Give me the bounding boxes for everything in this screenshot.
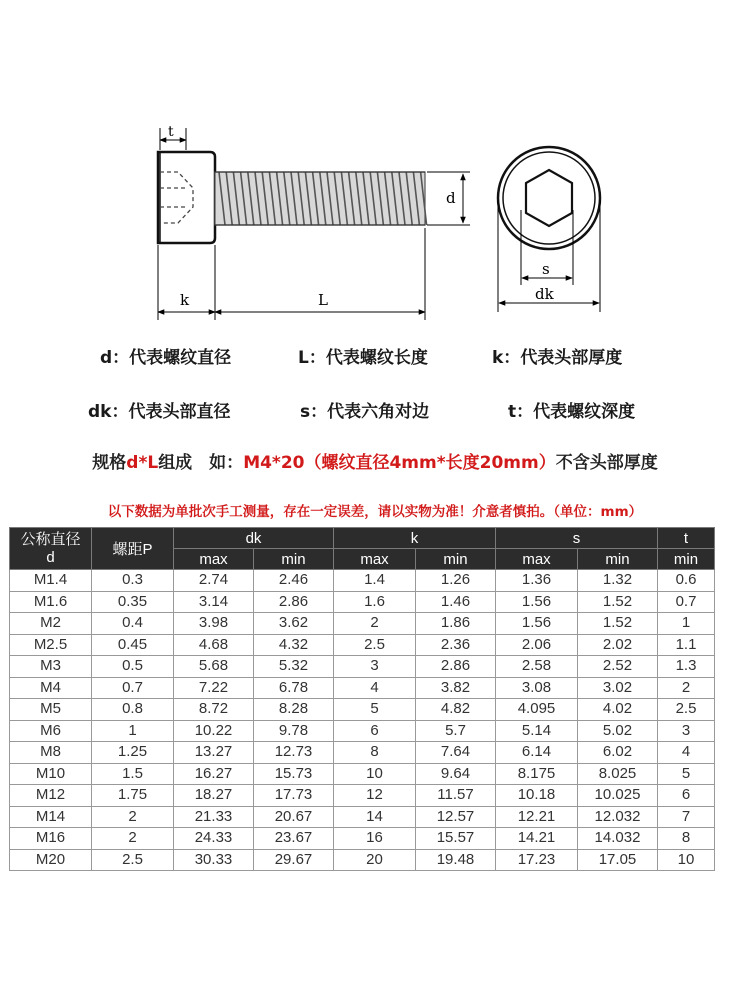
table-cell: 9.64 [416,763,496,785]
header-nominal-diameter [10,528,92,570]
table-cell: 1.56 [496,613,578,635]
table-cell: 8.72 [174,699,254,721]
table-cell: 20 [334,849,416,871]
spec-formula: d*L [126,453,159,473]
table-cell: 2 [92,806,174,828]
table-cell: 1.4 [334,570,416,592]
table-cell: 10.025 [578,785,658,807]
table-cell: 18.27 [174,785,254,807]
table-cell: 4.68 [174,634,254,656]
table-cell: 17.05 [578,849,658,871]
table-cell: 12 [334,785,416,807]
table-cell: 0.3 [92,570,174,592]
table-cell: 24.33 [174,828,254,850]
table-cell: 2.86 [416,656,496,678]
table-cell: 12.21 [496,806,578,828]
table-cell: 2.5 [92,849,174,871]
table-cell: M4 [10,677,92,699]
table-cell: 6 [334,720,416,742]
header-dk-max: max [174,549,254,570]
table-cell: 14.032 [578,828,658,850]
screw-head-side-view [158,152,215,243]
table-cell: 3.14 [174,591,254,613]
table-cell: M1.4 [10,570,92,592]
table-cell: 2 [658,677,715,699]
table-cell: M2.5 [10,634,92,656]
table-cell: 2.52 [578,656,658,678]
table-cell: M12 [10,785,92,807]
table-cell: 0.7 [92,677,174,699]
table-row [10,828,715,850]
table-row [10,591,715,613]
table-cell: 11.57 [416,785,496,807]
table-row [10,849,715,871]
table-body [10,570,715,871]
table-cell: M8 [10,742,92,764]
label-k: k [180,291,190,309]
table-row [10,613,715,635]
table-cell: 7 [658,806,715,828]
table-cell: 29.67 [254,849,334,871]
table-cell: M1.6 [10,591,92,613]
table-cell: 2.02 [578,634,658,656]
table-cell: 1.86 [416,613,496,635]
table-cell: 0.8 [92,699,174,721]
table-cell: 6.14 [496,742,578,764]
legend-d [100,343,231,368]
table-cell: 0.45 [92,634,174,656]
label-d: d [446,189,456,207]
label-L: L [318,291,328,309]
legend-row-1 [0,343,750,373]
legend-L-text: 代表螺纹长度 [325,348,428,368]
table-cell: M2 [10,613,92,635]
table-cell: 3.82 [416,677,496,699]
measurement-notice: 以下数据为单批次手工测量，存在一定误差，请以实物为准！介意者慎拍。（单位：mm） [107,504,643,520]
table-cell: 1.52 [578,591,658,613]
table-cell: 6.78 [254,677,334,699]
table-cell: M3 [10,656,92,678]
legend-t [508,397,635,422]
table-cell: 10.18 [496,785,578,807]
threaded-shaft [215,172,427,225]
table-cell: 1.6 [334,591,416,613]
table-cell: 1.26 [416,570,496,592]
table-row [10,570,715,592]
table-cell: 2.46 [254,570,334,592]
header-k-max: max [334,549,416,570]
table-cell: 2.06 [496,634,578,656]
legend-dk-key: dk： [88,402,129,422]
table-cell: 10 [334,763,416,785]
header-dk: dk [174,528,334,549]
legend-t-text: 代表螺纹深度 [533,402,636,422]
legend-L-key: L： [298,348,326,368]
table-cell: 1.56 [496,591,578,613]
table-cell: 1.32 [578,570,658,592]
table-cell: 5.14 [496,720,578,742]
table-row [10,720,715,742]
table-cell: 0.6 [658,570,715,592]
legend-k-text: 代表头部厚度 [520,348,623,368]
spec-example: M4*20（螺纹直径4mm*长度20mm） [243,453,556,473]
table-cell: M5 [10,699,92,721]
table-cell: 16.27 [174,763,254,785]
table-row [10,806,715,828]
legend-dk [88,397,230,422]
table-row [10,699,715,721]
table-cell: 3 [334,656,416,678]
screw-head-end-view [498,147,600,249]
table-cell: 20.67 [254,806,334,828]
label-dk: dk [535,285,554,303]
table-cell: 4 [658,742,715,764]
table-row [10,634,715,656]
header-s-min: min [578,549,658,570]
header-nominal-sub: d [46,548,55,566]
table-cell: 5 [334,699,416,721]
header-pitch: 螺距P [92,528,174,570]
table-cell: 1.5 [92,763,174,785]
table-cell: 10 [658,849,715,871]
table-row [10,763,715,785]
table-cell: M16 [10,828,92,850]
legend-t-key: t： [508,402,534,422]
table-cell: 5.02 [578,720,658,742]
table-cell: 0.35 [92,591,174,613]
table-cell: M6 [10,720,92,742]
legend-k [492,343,622,368]
table-cell: 3.98 [174,613,254,635]
table-row [10,656,715,678]
legend-dk-text: 代表头部直径 [128,402,231,422]
table-cell: 1 [92,720,174,742]
table-cell: 12.73 [254,742,334,764]
table-cell: 0.4 [92,613,174,635]
legend-k-key: k： [492,348,521,368]
table-row [10,742,715,764]
header-s: s [496,528,658,549]
legend-d-key: d： [100,348,130,368]
header-k-min: min [416,549,496,570]
table-cell: 1.52 [578,613,658,635]
table-cell: 3.62 [254,613,334,635]
table-cell: 5.7 [416,720,496,742]
table-cell: 1 [658,613,715,635]
spec-suffix: 不含头部厚度 [555,453,658,473]
table-cell: 17.73 [254,785,334,807]
table-cell: 4.82 [416,699,496,721]
table-cell: 30.33 [174,849,254,871]
table-cell: 14 [334,806,416,828]
header-s-max: max [496,549,578,570]
table-cell: 6 [658,785,715,807]
header-k: k [334,528,496,549]
table-cell: 2.74 [174,570,254,592]
label-s: s [542,260,550,278]
table-cell: 1.46 [416,591,496,613]
table-cell: 9.78 [254,720,334,742]
table-cell: 13.27 [174,742,254,764]
table-cell: 21.33 [174,806,254,828]
table-cell: 8.28 [254,699,334,721]
table-cell: 12.032 [578,806,658,828]
table-row [10,677,715,699]
table-cell: 2.5 [658,699,715,721]
table-cell: 2.86 [254,591,334,613]
table-cell: 1.3 [658,656,715,678]
table-cell: 15.57 [416,828,496,850]
table-cell: M20 [10,849,92,871]
table-cell: 8.175 [496,763,578,785]
header-nominal-label: 公称直径 [20,530,81,548]
label-t: t [168,124,174,140]
table-cell: 19.48 [416,849,496,871]
table-cell: 14.21 [496,828,578,850]
header-dk-min: min [254,549,334,570]
table-cell: 16 [334,828,416,850]
table-cell: 5.68 [174,656,254,678]
table-cell: 0.5 [92,656,174,678]
header-t: t [658,528,715,549]
spec-middle: 组成 如： [158,453,244,473]
table-cell: 10.22 [174,720,254,742]
table-cell: 3.02 [578,677,658,699]
screw-technical-drawing [0,0,750,330]
table-cell: 2.36 [416,634,496,656]
legend-s-text: 代表六角对边 [327,402,430,422]
table-row [10,785,715,807]
table-cell: 4.32 [254,634,334,656]
table-cell: 1.1 [658,634,715,656]
table-cell: 8 [658,828,715,850]
spec-prefix: 规格 [92,453,127,473]
table-cell: M10 [10,763,92,785]
table-cell: 1.25 [92,742,174,764]
table-cell: 8 [334,742,416,764]
header-t-min: min [658,549,715,570]
table-cell: 1.36 [496,570,578,592]
table-cell: 8.025 [578,763,658,785]
table-cell: 1.75 [92,785,174,807]
dimension-table [9,527,715,871]
legend-s-key: s： [300,402,328,422]
table-cell: 2.5 [334,634,416,656]
table-cell: 4 [334,677,416,699]
table-cell: 15.73 [254,763,334,785]
table-cell: 2 [334,613,416,635]
table-cell: 7.22 [174,677,254,699]
legend-s [300,397,429,422]
table-cell: 3 [658,720,715,742]
table-cell: 7.64 [416,742,496,764]
table-cell: 2.58 [496,656,578,678]
legend-row-2 [0,397,750,427]
table-cell: 4.02 [578,699,658,721]
table-cell: 4.095 [496,699,578,721]
table-cell: 6.02 [578,742,658,764]
table-cell: 5.32 [254,656,334,678]
table-cell: 2 [92,828,174,850]
table-cell: 5 [658,763,715,785]
spec-example-line [0,448,750,473]
legend-L [298,343,428,368]
table-cell: 12.57 [416,806,496,828]
table-cell: 23.67 [254,828,334,850]
table-cell: 17.23 [496,849,578,871]
table-cell: 0.7 [658,591,715,613]
table-cell: M14 [10,806,92,828]
table-cell: 3.08 [496,677,578,699]
legend-d-text: 代表螺纹直径 [129,348,232,368]
